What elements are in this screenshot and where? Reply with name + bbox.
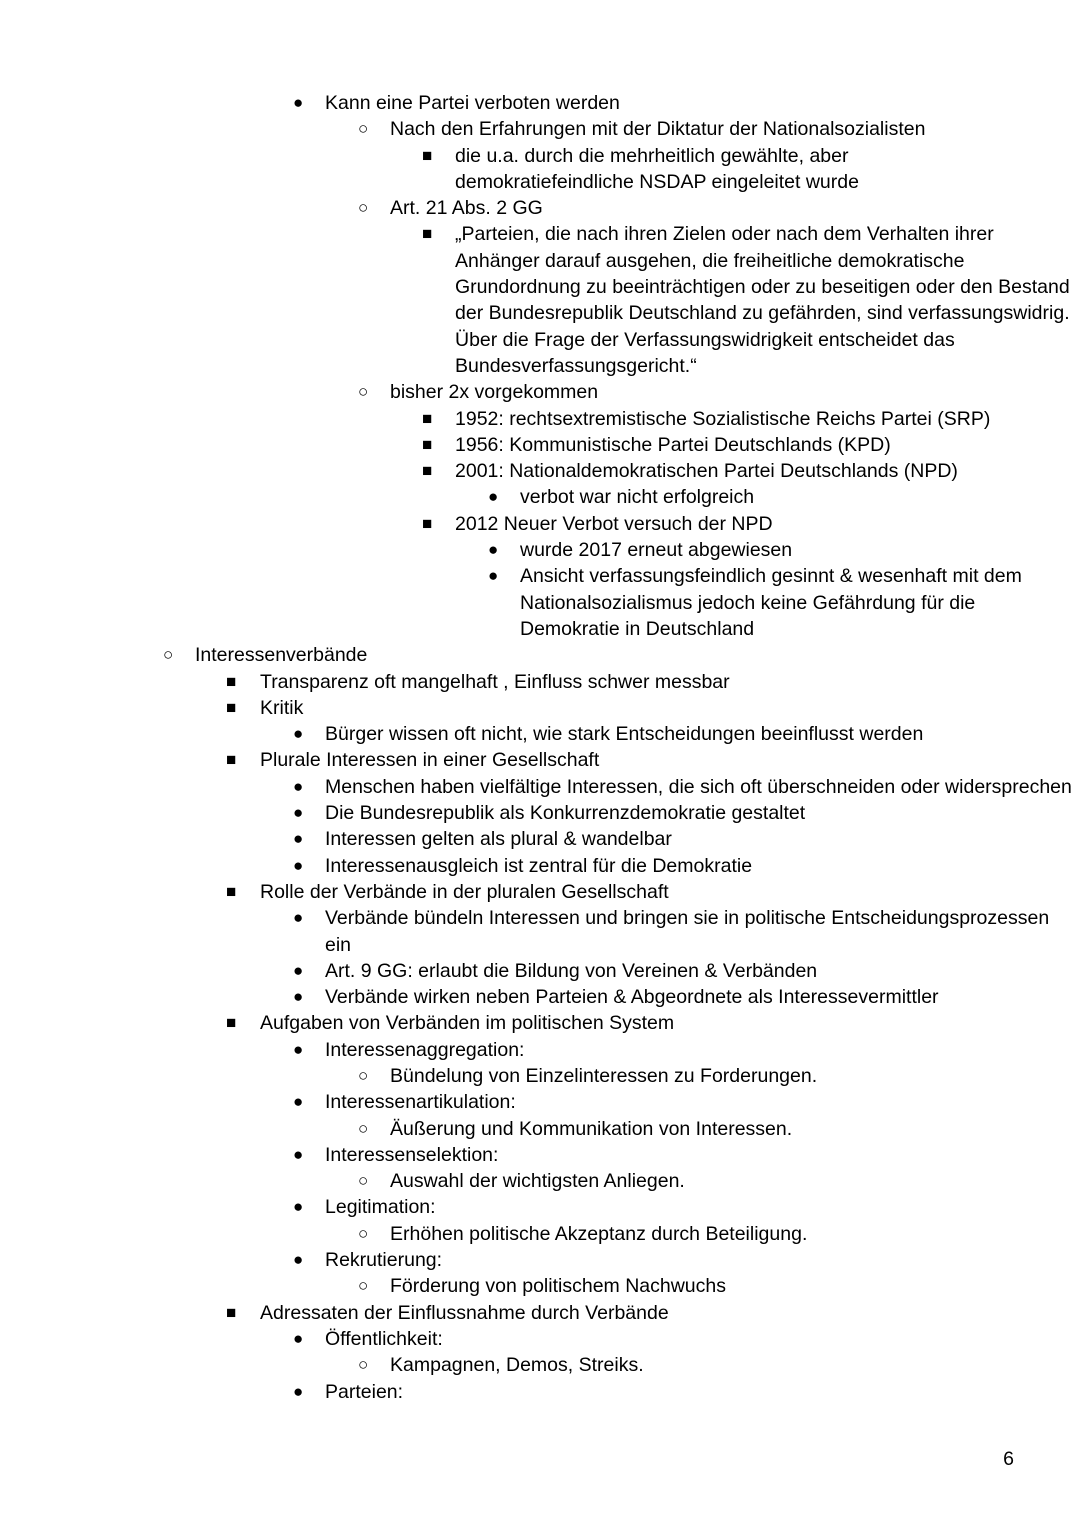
square-bullet-icon: ■ — [422, 434, 433, 454]
list-item-text: Bündelung von Einzelinteressen zu Forderungen. — [390, 1064, 818, 1087]
list-item-text: Die Bundesrepublik als Konkurrenzdemokratie gestaltet — [325, 802, 806, 825]
disc-bullet-icon: ● — [293, 987, 304, 1007]
list-item — [358, 116, 1080, 142]
list-item — [226, 747, 1080, 773]
list-item-text: 2012 Neuer Verbot versuch der NPD — [455, 512, 773, 535]
list-item — [293, 721, 1080, 747]
list-item — [293, 853, 1080, 879]
list-item-text: Kampagnen, Demos, Streiks. — [390, 1354, 644, 1377]
list-item — [293, 774, 1080, 800]
disc-bullet-icon: ● — [488, 487, 499, 507]
circle-bullet-icon: ○ — [358, 1065, 369, 1085]
list-item-text: Erhöhen politische Akzeptanz durch Beteiligung. — [390, 1222, 808, 1245]
disc-bullet-icon: ● — [293, 1250, 304, 1270]
list-item — [358, 1221, 1080, 1247]
list-item — [163, 642, 1080, 668]
circle-bullet-icon: ○ — [358, 1355, 369, 1375]
square-bullet-icon: ■ — [226, 697, 237, 717]
circle-bullet-icon: ○ — [358, 1276, 369, 1296]
list-item-text: Interessenausgleich ist zentral für die Demokratie — [325, 854, 753, 877]
square-bullet-icon: ■ — [422, 513, 433, 533]
list-item-text: Art. 21 Abs. 2 GG — [390, 197, 543, 220]
list-item — [422, 221, 1080, 379]
list-item — [358, 195, 1080, 221]
list-item-text: Interessenverbände — [195, 644, 368, 667]
list-item-text: Rekrutierung: — [325, 1249, 443, 1272]
disc-bullet-icon: ● — [488, 566, 499, 586]
disc-bullet-icon: ● — [293, 1144, 304, 1164]
list-item — [293, 1089, 1080, 1115]
square-bullet-icon: ■ — [226, 1013, 237, 1033]
list-item-text: Transparenz oft mangelhaft , Einfluss schwer messbar — [260, 670, 730, 693]
disc-bullet-icon: ● — [293, 1328, 304, 1348]
list-item-text: Kritik — [260, 696, 304, 719]
list-item-text: verbot war nicht erfolgreich — [520, 486, 755, 509]
list-item-text: die u.a. durch die mehrheitlich gewählte, aber demokratiefeindliche NSDAP eingeleitet wurde — [455, 144, 859, 193]
disc-bullet-icon: ● — [293, 1381, 304, 1401]
square-bullet-icon: ■ — [422, 408, 433, 428]
disc-bullet-icon: ● — [293, 908, 304, 928]
list-item — [358, 1116, 1080, 1142]
list-item — [293, 1194, 1080, 1220]
list-item — [226, 669, 1080, 695]
circle-bullet-icon: ○ — [358, 1171, 369, 1191]
list-item-text: Interessenselektion: — [325, 1143, 499, 1166]
circle-bullet-icon: ○ — [358, 1223, 369, 1243]
list-item — [226, 879, 1080, 905]
circle-bullet-icon: ○ — [358, 198, 369, 218]
page-number: 6 — [1003, 1448, 1014, 1470]
list-item — [293, 905, 1080, 958]
square-bullet-icon: ■ — [226, 671, 237, 691]
square-bullet-icon: ■ — [226, 1302, 237, 1322]
list-item-text: 1956: Kommunistische Partei Deutschlands (KPD) — [455, 433, 891, 456]
list-item — [293, 1326, 1080, 1352]
list-item-text: Menschen haben vielfältige Interessen, die sich oft überschneiden oder widersprechen — [325, 775, 1072, 798]
list-item — [488, 484, 1080, 510]
square-bullet-icon: ■ — [422, 224, 433, 244]
list-item — [293, 90, 1080, 116]
disc-bullet-icon: ● — [293, 1039, 304, 1059]
list-item-text: Verbände wirken neben Parteien & Abgeordnete als Interessevermittler — [325, 986, 939, 1009]
list-item — [226, 1010, 1080, 1036]
list-item-text: Äußerung und Kommunikation von Interessen. — [390, 1117, 793, 1140]
list-item-text: Legitimation: — [325, 1196, 436, 1219]
circle-bullet-icon: ○ — [358, 382, 369, 402]
list-item — [422, 511, 1080, 537]
list-item-text: Nach den Erfahrungen mit der Diktatur der Nationalsozialisten — [390, 118, 926, 141]
list-item-text: Ansicht verfassungsfeindlich gesinnt & wesenhaft mit dem Nationalsozialismus jedoch keine Gefährdung für die Demokratie in Deutschland — [520, 565, 1022, 640]
list-item-text: 1952: rechtsextremistische Sozialistische Reichs Partei (SRP) — [455, 407, 991, 430]
list-item-text: bisher 2x vorgekommen — [390, 381, 599, 404]
list-item — [293, 826, 1080, 852]
list-item-text: Interessenaggregation: — [325, 1038, 525, 1061]
list-item — [293, 800, 1080, 826]
disc-bullet-icon: ● — [293, 1197, 304, 1217]
list-item-text: Adressaten der Einflussnahme durch Verbände — [260, 1301, 669, 1324]
list-item — [422, 143, 1000, 196]
list-item-text: 2001: Nationaldemokratischen Partei Deutschlands (NPD) — [455, 460, 958, 483]
disc-bullet-icon: ● — [293, 724, 304, 744]
list-item — [293, 1379, 1080, 1405]
list-item — [358, 1063, 1080, 1089]
list-item — [488, 563, 1080, 642]
disc-bullet-icon: ● — [488, 540, 499, 560]
list-item — [293, 1247, 1080, 1273]
list-item-text: Kann eine Partei verboten werden — [325, 92, 620, 114]
document-body — [0, 90, 1080, 1405]
disc-bullet-icon: ● — [293, 776, 304, 796]
square-bullet-icon: ■ — [226, 750, 237, 770]
list-item-text: Plurale Interessen in einer Gesellschaft — [260, 749, 600, 772]
disc-bullet-icon: ● — [293, 1092, 304, 1112]
list-item-text: wurde 2017 erneut abgewiesen — [520, 539, 793, 562]
list-item — [358, 1168, 1080, 1194]
list-item-text: Art. 9 GG: erlaubt die Bildung von Vereinen & Verbänden — [325, 959, 818, 982]
list-item — [293, 1142, 1080, 1168]
list-item — [226, 1300, 1080, 1326]
list-item — [422, 432, 1080, 458]
disc-bullet-icon: ● — [293, 960, 304, 980]
disc-bullet-icon: ● — [293, 93, 304, 112]
list-item — [293, 958, 1080, 984]
list-item-text: Parteien: — [325, 1380, 404, 1403]
list-item — [358, 1352, 1080, 1378]
list-item-text: Rolle der Verbände in der pluralen Gesellschaft — [260, 880, 669, 903]
list-item-text: „Parteien, die nach ihren Zielen oder nach dem Verhalten ihrer Anhänger darauf ausgehen, die freiheitliche demokratische Grundordnung zu beeinträchtigen oder zu beseitigen oder den Bestand der Bundesrepublik Deutschland zu gefährden, sind verfassungswidrig. Über die Frage der Verfassungswidrigkeit entscheidet das Bundesverfassungsgericht.“ — [455, 223, 1070, 377]
list-item-text: Interessenartikulation: — [325, 1091, 516, 1114]
list-item-text: Interessen gelten als plural & wandelbar — [325, 828, 672, 851]
list-item — [358, 1273, 1080, 1299]
list-item — [226, 695, 1080, 721]
list-item-text: Bürger wissen oft nicht, wie stark Entscheidungen beeinflusst werden — [325, 723, 924, 746]
list-item — [293, 1037, 1080, 1063]
list-item-text: Öffentlichkeit: — [325, 1327, 443, 1350]
list-item — [422, 406, 1080, 432]
list-item — [422, 458, 1080, 484]
list-item-text: Förderung von politischem Nachwuchs — [390, 1275, 726, 1298]
list-item — [358, 379, 1080, 405]
square-bullet-icon: ■ — [226, 881, 237, 901]
disc-bullet-icon: ● — [293, 803, 304, 823]
list-item — [293, 984, 1080, 1010]
list-item-text: Aufgaben von Verbänden im politischen System — [260, 1012, 675, 1035]
list-item — [488, 537, 1080, 563]
disc-bullet-icon: ● — [293, 855, 304, 875]
list-item-text: Verbände bündeln Interessen und bringen sie in politische Entscheidungsprozessen ein — [325, 907, 1050, 956]
list-item-text: Auswahl der wichtigsten Anliegen. — [390, 1170, 685, 1193]
square-bullet-icon: ■ — [422, 145, 433, 165]
disc-bullet-icon: ● — [293, 829, 304, 849]
circle-bullet-icon: ○ — [358, 119, 369, 139]
circle-bullet-icon: ○ — [358, 1118, 369, 1138]
square-bullet-icon: ■ — [422, 461, 433, 481]
circle-bullet-icon: ○ — [163, 645, 174, 665]
